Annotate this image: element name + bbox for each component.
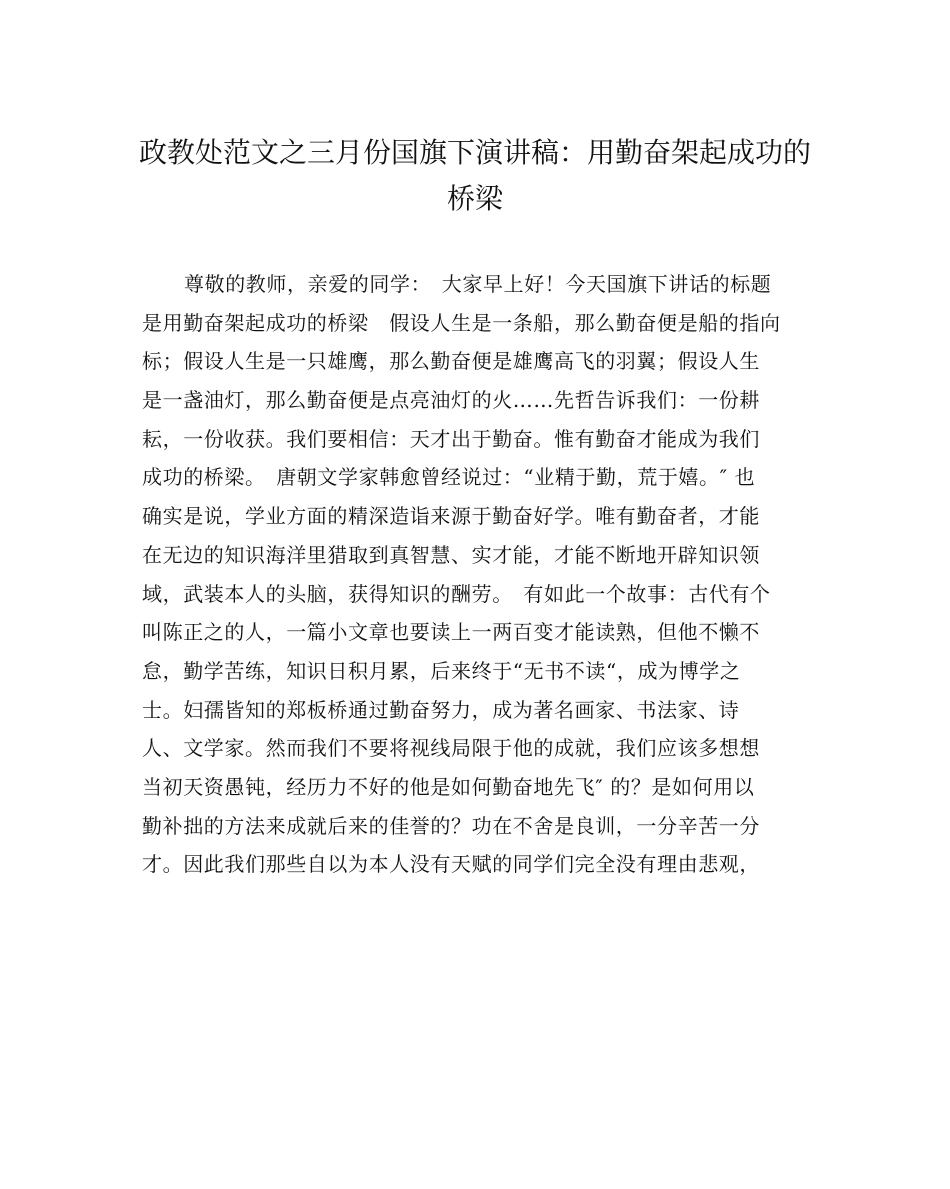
body-line: 勤补拙的方法来成就后来的佳誉的？功在不舍是良训，一分辛苦一分: [142, 813, 760, 838]
body-line: 士。妇孺皆知的郑板桥通过勤奋努力，成为著名画家、书法家、诗: [142, 697, 740, 722]
body-line: 在无边的知识海洋里猎取到真智慧、实才能，才能不断地开辟知识领: [142, 542, 760, 567]
body-line: 是用勤奋架起成功的桥梁 假设人生是一条船，那么勤奋便是船的指向: [142, 310, 781, 335]
title-line: 政教处范文之三月份国旗下演讲稿：用勤奋架起成功的: [138, 136, 811, 169]
body-line: 域，武装本人的头脑，获得知识的酬劳。 有如此一个故事：古代有个: [142, 581, 771, 606]
body-line: 当初天资愚钝，经历力不好的他是如何勤奋地先飞″ 的？是如何用以: [142, 774, 755, 799]
body-line: 成功的桥梁。 唐朝文学家韩愈曾经说过：“业精于勤，荒于嬉。″ 也: [142, 465, 756, 490]
body-line: 怠，勤学苦练，知识日积月累，后来终于“无书不读“，成为博学之: [142, 658, 741, 683]
body-line: 尊敬的教师，亲爱的同学： 大家早上好！今天国旗下讲话的标题: [184, 272, 772, 296]
title-line: 桥梁: [446, 182, 503, 215]
body-line: 才。因此我们那些自以为本人没有天赋的同学们完全没有理由悲观，: [142, 852, 760, 877]
body-line: 是一盏油灯，那么勤奋便是点亮油灯的火……先哲告诉我们：一份耕: [142, 388, 760, 413]
document-title: [120, 130, 830, 222]
body-line: 叫陈正之的人，一篇小文章也要读上一两百变才能读熟，但他不懒不: [142, 620, 760, 645]
body-line: 确实是说，学业方面的精深造诣来源于勤奋好学。唯有勤奋者，才能: [142, 504, 760, 529]
body-line: 人、文学家。然而我们不要将视线局限于他的成就，我们应该多想想: [142, 736, 760, 761]
document-body: [142, 265, 822, 884]
body-line: 标；假设人生是一只雄鹰，那么勤奋便是雄鹰高飞的羽翼；假设人生: [142, 349, 760, 374]
body-line: 耘，一份收获。我们要相信：天才出于勤奋。惟有勤奋才能成为我们: [142, 426, 760, 451]
